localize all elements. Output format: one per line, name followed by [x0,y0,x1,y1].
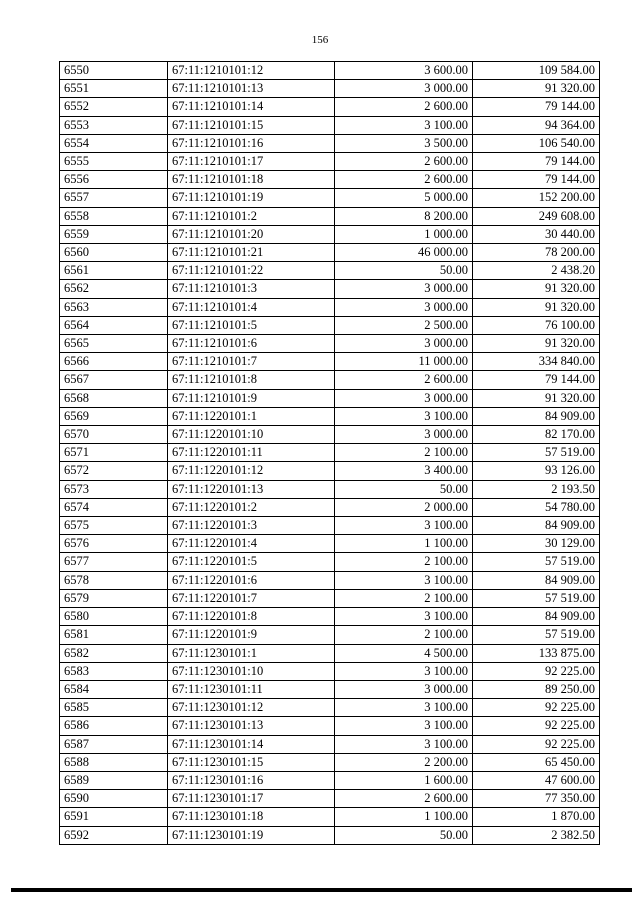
table-row [60,680,600,698]
value-cell: 91 320.00 [473,389,600,407]
cadastral-number-cell: 67:11:1210101:5 [168,316,335,334]
area-cell: 2 600.00 [335,790,473,808]
area-cell: 3 100.00 [335,699,473,717]
value-cell: 94 364.00 [473,116,600,134]
row-number-cell: 6569 [60,407,168,425]
cadastral-number-cell: 67:11:1210101:7 [168,353,335,371]
footer-rule [11,888,632,892]
table-row [60,171,600,189]
area-cell: 50.00 [335,826,473,844]
row-number-cell: 6590 [60,790,168,808]
table-row [60,753,600,771]
value-cell: 334 840.00 [473,353,600,371]
area-cell: 3 100.00 [335,717,473,735]
area-cell: 2 600.00 [335,171,473,189]
area-cell: 3 000.00 [335,680,473,698]
row-number-cell: 6552 [60,98,168,116]
row-number-cell: 6563 [60,298,168,316]
table-row [60,480,600,498]
table-row [60,280,600,298]
area-cell: 2 100.00 [335,444,473,462]
value-cell: 92 225.00 [473,717,600,735]
row-number-cell: 6568 [60,389,168,407]
value-cell: 47 600.00 [473,771,600,789]
value-cell: 65 450.00 [473,753,600,771]
area-cell: 3 000.00 [335,389,473,407]
table-row [60,462,600,480]
value-cell: 92 225.00 [473,662,600,680]
table-row [60,517,600,535]
table-row [60,535,600,553]
table-row [60,553,600,571]
area-cell: 3 600.00 [335,62,473,80]
area-cell: 2 100.00 [335,626,473,644]
row-number-cell: 6571 [60,444,168,462]
cadastral-number-cell: 67:11:1220101:1 [168,407,335,425]
row-number-cell: 6588 [60,753,168,771]
cadastral-number-cell: 67:11:1220101:3 [168,517,335,535]
cadastral-number-cell: 67:11:1210101:17 [168,153,335,171]
row-number-cell: 6587 [60,735,168,753]
cadastral-number-cell: 67:11:1230101:15 [168,753,335,771]
cadastral-number-cell: 67:11:1230101:18 [168,808,335,826]
cadastral-number-cell: 67:11:1210101:21 [168,244,335,262]
cadastral-number-cell: 67:11:1210101:2 [168,207,335,225]
area-cell: 50.00 [335,262,473,280]
table-row [60,662,600,680]
value-cell: 92 225.00 [473,699,600,717]
row-number-cell: 6589 [60,771,168,789]
table-row [60,389,600,407]
cadastral-number-cell: 67:11:1220101:9 [168,626,335,644]
row-number-cell: 6581 [60,626,168,644]
cadastral-number-cell: 67:11:1220101:4 [168,535,335,553]
area-cell: 3 100.00 [335,571,473,589]
row-number-cell: 6582 [60,644,168,662]
table-row [60,790,600,808]
area-cell: 3 000.00 [335,298,473,316]
row-number-cell: 6565 [60,335,168,353]
area-cell: 2 600.00 [335,371,473,389]
row-number-cell: 6557 [60,189,168,207]
cadastral-number-cell: 67:11:1230101:14 [168,735,335,753]
area-cell: 2 000.00 [335,498,473,516]
area-cell: 3 400.00 [335,462,473,480]
value-cell: 1 870.00 [473,808,600,826]
table-row [60,134,600,152]
area-cell: 3 000.00 [335,335,473,353]
table-row [60,335,600,353]
value-cell: 84 909.00 [473,608,600,626]
value-cell: 91 320.00 [473,335,600,353]
row-number-cell: 6577 [60,553,168,571]
cadastral-number-cell: 67:11:1210101:15 [168,116,335,134]
area-cell: 3 100.00 [335,517,473,535]
row-number-cell: 6562 [60,280,168,298]
row-number-cell: 6551 [60,80,168,98]
table-row [60,808,600,826]
row-number-cell: 6570 [60,426,168,444]
area-cell: 3 000.00 [335,426,473,444]
table-row [60,735,600,753]
table-row [60,589,600,607]
table-row [60,244,600,262]
cadastral-number-cell: 67:11:1230101:11 [168,680,335,698]
row-number-cell: 6556 [60,171,168,189]
value-cell: 78 200.00 [473,244,600,262]
value-cell: 79 144.00 [473,153,600,171]
table-row [60,116,600,134]
value-cell: 92 225.00 [473,735,600,753]
value-cell: 84 909.00 [473,407,600,425]
table-body [60,62,600,845]
value-cell: 2 438.20 [473,262,600,280]
value-cell: 77 350.00 [473,790,600,808]
table-row [60,207,600,225]
value-cell: 54 780.00 [473,498,600,516]
cadastral-number-cell: 67:11:1220101:8 [168,608,335,626]
area-cell: 2 100.00 [335,589,473,607]
table-row [60,407,600,425]
table-row [60,498,600,516]
cadastral-number-cell: 67:11:1230101:13 [168,717,335,735]
area-cell: 1 100.00 [335,808,473,826]
area-cell: 3 100.00 [335,407,473,425]
area-cell: 8 200.00 [335,207,473,225]
row-number-cell: 6572 [60,462,168,480]
cadastral-number-cell: 67:11:1230101:10 [168,662,335,680]
row-number-cell: 6553 [60,116,168,134]
table-row [60,644,600,662]
row-number-cell: 6573 [60,480,168,498]
table-row [60,153,600,171]
cadastral-number-cell: 67:11:1220101:12 [168,462,335,480]
value-cell: 91 320.00 [473,298,600,316]
area-cell: 2 600.00 [335,98,473,116]
cadastral-number-cell: 67:11:1210101:13 [168,80,335,98]
value-cell: 30 129.00 [473,535,600,553]
area-cell: 1 000.00 [335,225,473,243]
value-cell: 57 519.00 [473,626,600,644]
value-cell: 106 540.00 [473,134,600,152]
row-number-cell: 6585 [60,699,168,717]
cadastral-number-cell: 67:11:1220101:5 [168,553,335,571]
cadastral-table [59,61,600,845]
row-number-cell: 6554 [60,134,168,152]
row-number-cell: 6561 [60,262,168,280]
area-cell: 2 100.00 [335,553,473,571]
row-number-cell: 6586 [60,717,168,735]
cadastral-number-cell: 67:11:1210101:19 [168,189,335,207]
cadastral-number-cell: 67:11:1210101:3 [168,280,335,298]
table-row [60,826,600,844]
row-number-cell: 6580 [60,608,168,626]
row-number-cell: 6584 [60,680,168,698]
area-cell: 1 100.00 [335,535,473,553]
value-cell: 79 144.00 [473,171,600,189]
table-row [60,262,600,280]
row-number-cell: 6550 [60,62,168,80]
cadastral-number-cell: 67:11:1220101:11 [168,444,335,462]
area-cell: 11 000.00 [335,353,473,371]
value-cell: 84 909.00 [473,517,600,535]
row-number-cell: 6583 [60,662,168,680]
row-number-cell: 6591 [60,808,168,826]
area-cell: 5 000.00 [335,189,473,207]
area-cell: 3 000.00 [335,280,473,298]
table-row [60,80,600,98]
area-cell: 3 100.00 [335,662,473,680]
row-number-cell: 6559 [60,225,168,243]
cadastral-number-cell: 67:11:1220101:7 [168,589,335,607]
cadastral-number-cell: 67:11:1230101:1 [168,644,335,662]
cadastral-number-cell: 67:11:1220101:10 [168,426,335,444]
value-cell: 82 170.00 [473,426,600,444]
row-number-cell: 6579 [60,589,168,607]
area-cell: 3 100.00 [335,735,473,753]
row-number-cell: 6567 [60,371,168,389]
row-number-cell: 6555 [60,153,168,171]
cadastral-number-cell: 67:11:1210101:12 [168,62,335,80]
area-cell: 2 200.00 [335,753,473,771]
value-cell: 84 909.00 [473,571,600,589]
cadastral-number-cell: 67:11:1210101:16 [168,134,335,152]
value-cell: 152 200.00 [473,189,600,207]
area-cell: 2 600.00 [335,153,473,171]
value-cell: 79 144.00 [473,371,600,389]
area-cell: 1 600.00 [335,771,473,789]
area-cell: 2 500.00 [335,316,473,334]
table-row [60,444,600,462]
area-cell: 50.00 [335,480,473,498]
table-row [60,717,600,735]
cadastral-number-cell: 67:11:1230101:12 [168,699,335,717]
area-cell: 4 500.00 [335,644,473,662]
area-cell: 3 100.00 [335,116,473,134]
cadastral-number-cell: 67:11:1230101:19 [168,826,335,844]
value-cell: 57 519.00 [473,589,600,607]
cadastral-number-cell: 67:11:1230101:16 [168,771,335,789]
value-cell: 2 193.50 [473,480,600,498]
table-row [60,699,600,717]
cadastral-number-cell: 67:11:1230101:17 [168,790,335,808]
row-number-cell: 6558 [60,207,168,225]
area-cell: 3 000.00 [335,80,473,98]
table-row [60,771,600,789]
table-row [60,62,600,80]
cadastral-number-cell: 67:11:1210101:22 [168,262,335,280]
value-cell: 109 584.00 [473,62,600,80]
table-row [60,225,600,243]
value-cell: 249 608.00 [473,207,600,225]
table-row [60,626,600,644]
cadastral-number-cell: 67:11:1210101:9 [168,389,335,407]
value-cell: 133 875.00 [473,644,600,662]
value-cell: 93 126.00 [473,462,600,480]
table-row [60,298,600,316]
row-number-cell: 6574 [60,498,168,516]
row-number-cell: 6576 [60,535,168,553]
page-number: 156 [311,34,329,46]
cadastral-number-cell: 67:11:1220101:6 [168,571,335,589]
table-row [60,371,600,389]
row-number-cell: 6592 [60,826,168,844]
value-cell: 91 320.00 [473,80,600,98]
row-number-cell: 6578 [60,571,168,589]
table-row [60,189,600,207]
value-cell: 91 320.00 [473,280,600,298]
row-number-cell: 6560 [60,244,168,262]
cadastral-number-cell: 67:11:1220101:13 [168,480,335,498]
cadastral-number-cell: 67:11:1210101:4 [168,298,335,316]
table-row [60,353,600,371]
value-cell: 57 519.00 [473,444,600,462]
value-cell: 76 100.00 [473,316,600,334]
cadastral-number-cell: 67:11:1220101:2 [168,498,335,516]
row-number-cell: 6575 [60,517,168,535]
area-cell: 3 500.00 [335,134,473,152]
area-cell: 46 000.00 [335,244,473,262]
cadastral-number-cell: 67:11:1210101:18 [168,171,335,189]
cadastral-number-cell: 67:11:1210101:20 [168,225,335,243]
table-row [60,98,600,116]
table-row [60,571,600,589]
table-row [60,608,600,626]
value-cell: 89 250.00 [473,680,600,698]
cadastral-number-cell: 67:11:1210101:14 [168,98,335,116]
row-number-cell: 6564 [60,316,168,334]
table-row [60,316,600,334]
cadastral-number-cell: 67:11:1210101:8 [168,371,335,389]
table-row [60,426,600,444]
value-cell: 30 440.00 [473,225,600,243]
area-cell: 3 100.00 [335,608,473,626]
row-number-cell: 6566 [60,353,168,371]
value-cell: 79 144.00 [473,98,600,116]
value-cell: 57 519.00 [473,553,600,571]
value-cell: 2 382.50 [473,826,600,844]
cadastral-number-cell: 67:11:1210101:6 [168,335,335,353]
